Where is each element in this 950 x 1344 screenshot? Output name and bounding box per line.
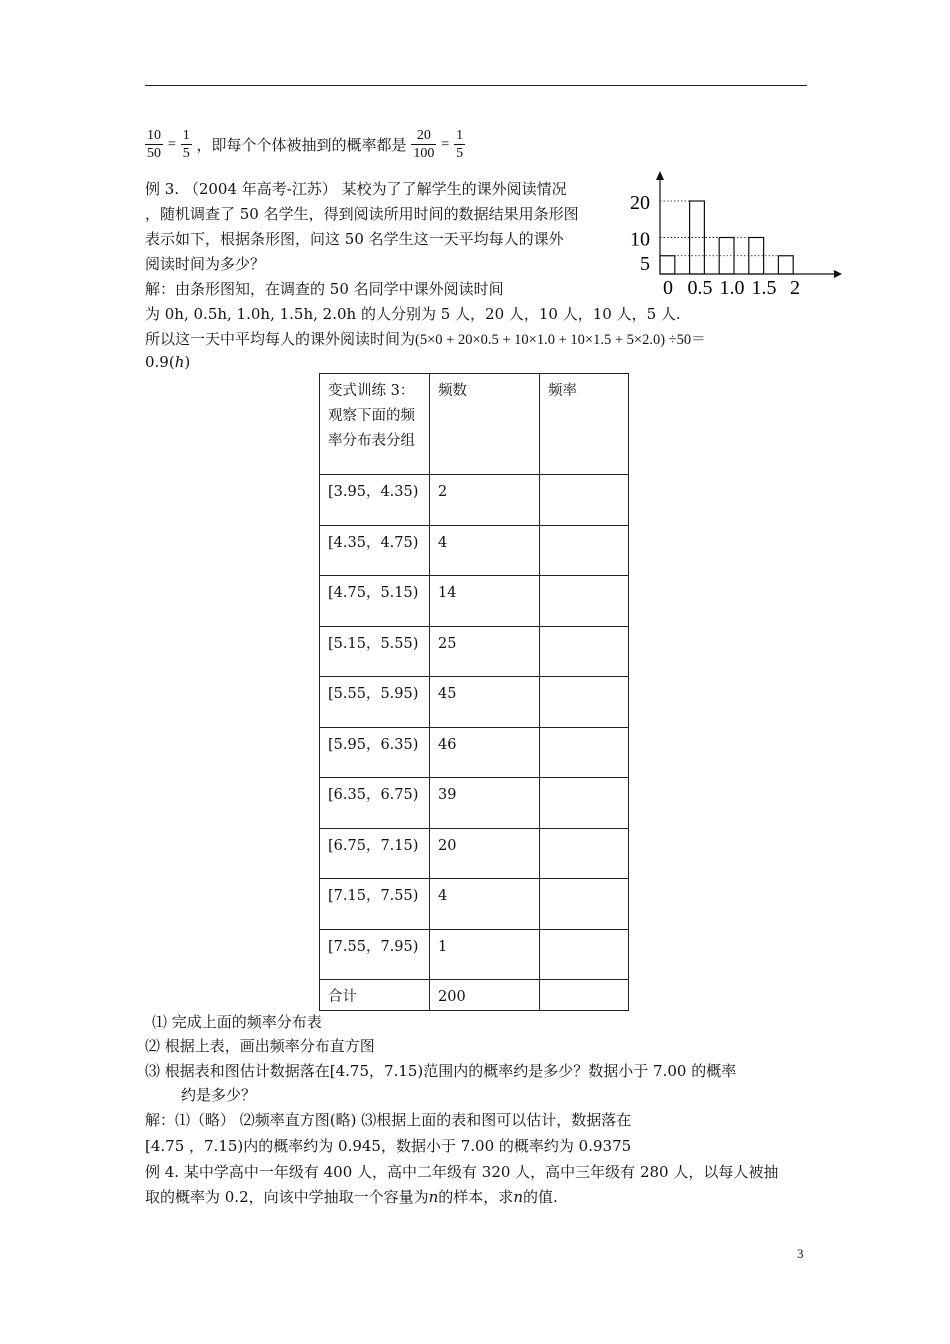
y-tick-label: 20: [630, 192, 650, 214]
variable-n: n: [428, 1188, 439, 1206]
bar: [778, 256, 793, 274]
y-tick-label: 10: [630, 228, 650, 251]
questions-solution-line2: [4.75 ，7.15)内的概率约为 0.945，数据小于 7.00 的概率约为 0.9375: [145, 1137, 632, 1155]
bar: [660, 256, 675, 274]
fraction-1-5-b: $\frac{1}{5}$: [456, 128, 464, 161]
freq-cell: [540, 727, 629, 778]
x-tick-label: 1.5: [751, 277, 777, 299]
table-row: [320, 828, 629, 879]
table-row: [320, 778, 629, 829]
freq-cell: [540, 677, 629, 728]
count-cell: 39: [430, 778, 540, 829]
fraction-10-50: $\frac{10}{50}$: [147, 128, 161, 161]
freq-cell: [540, 525, 629, 576]
count-cell: 46: [430, 727, 540, 778]
example3-line3: 表示如下，根据条形图，问这 50 名学生这一天平均每人的课外: [145, 230, 564, 248]
question-2: ⑵ 根据上表，画出频率分布直方图: [145, 1037, 375, 1055]
x-tick-label: 2: [790, 277, 800, 299]
group-cell: [5.95，6.35): [320, 727, 430, 778]
group-cell: [7.15，7.55): [320, 879, 430, 930]
x-axis-arrow: [834, 270, 842, 278]
total-label-cell: 合计: [320, 980, 430, 1011]
example4-line1: 例 4. 某中学高中一年级有 400 人，高中二年级有 320 人，高中三年级有 280 人，以每人被抽: [145, 1163, 779, 1181]
example3-solution-line4: 0.9(h): [145, 353, 191, 371]
group-cell: [4.35，4.75): [320, 525, 430, 576]
freq-cell: [540, 879, 629, 930]
table-row: [320, 626, 629, 677]
table-row: [320, 727, 629, 778]
example3-solution-line3: 所以这一天中平均每人的课外阅读时间为(5×0 + 20×0.5 + 10×1.0 + 10×1.5 + 5×2.0) ÷50＝: [145, 330, 706, 348]
frequency-distribution-table: [319, 373, 629, 1011]
example3-line4: 阅读时间为多少？: [145, 255, 266, 273]
y-tick-label: 5: [640, 252, 650, 275]
x-tick-label: 0: [663, 277, 673, 299]
reading-time-bar-chart: [620, 168, 845, 300]
count-cell: 4: [430, 525, 540, 576]
count-cell: 45: [430, 677, 540, 728]
freq-cell: [540, 778, 629, 829]
intro-line: $\frac{10}{50}$ = $\frac{1}{5}$ ，即每个个体被抽到的概率都是 $\frac{20}{100}$ = $\frac{1}{5}$: [147, 128, 464, 161]
header-freq-cell: 频率: [540, 374, 629, 475]
table-row: [320, 525, 629, 576]
table-row: [320, 879, 629, 930]
example4-line2: 取的概率为 0.2，向该中学抽取一个容量为n的样本，求n的值.: [145, 1188, 558, 1206]
group-cell: [5.55，5.95): [320, 677, 430, 728]
y-axis-arrow: [656, 171, 664, 180]
freq-cell: [540, 576, 629, 627]
group-cell: [7.55，7.95): [320, 929, 430, 980]
fraction-1-5: $\frac{1}{5}$: [182, 128, 190, 161]
count-cell: 1: [430, 929, 540, 980]
table-row: [320, 677, 629, 728]
variable-n: n: [513, 1188, 523, 1206]
table-total-row: [320, 980, 629, 1011]
group-cell: [4.75，5.15): [320, 576, 430, 627]
question-1: ⑴ 完成上面的频率分布表: [152, 1013, 322, 1031]
x-tick-label: 0.5: [687, 277, 713, 299]
count-cell: 4: [430, 879, 540, 930]
group-cell: [3.95，4.35): [320, 475, 430, 526]
freq-cell: [540, 828, 629, 879]
freq-cell: [540, 475, 629, 526]
freq-cell: [540, 929, 629, 980]
example3-solution-line1: 解：由条形图知，在调查的 50 名同学中课外阅读时间: [145, 280, 504, 298]
questions-solution-line1: 解：⑴（略） ⑵频率直方图(略) ⑶根据上面的表和图可以估计，数据落在: [145, 1111, 632, 1129]
header-rule: [145, 85, 807, 86]
header-count-cell: 频数: [430, 374, 540, 475]
example3-solution-line2: 为 0h, 0.5h, 1.0h, 1.5h, 2.0h 的人分别为 5 人，20 人，10 人，10 人，5 人.: [145, 305, 681, 323]
group-cell: [6.75，7.15): [320, 828, 430, 879]
question-3-line1: ⑶ 根据表和图估计数据落在[4.75，7.15)范围内的概率约是多少？数据小于 7.00 的概率: [145, 1062, 737, 1080]
count-cell: 2: [430, 475, 540, 526]
header-group-cell: 变式训练 3：观察下面的频率分布表分组: [320, 374, 430, 475]
example3-line2: ，随机调查了 50 名学生，得到阅读所用时间的数据结果用条形图: [145, 205, 579, 223]
x-tick-label: 1.0: [719, 277, 745, 299]
group-cell: [5.15，5.55): [320, 626, 430, 677]
fraction-20-100: $\frac{20}{100}$: [413, 128, 435, 161]
total-count-cell: 200: [430, 980, 540, 1011]
count-cell: 14: [430, 576, 540, 627]
question-3-line2: 约是多少？: [181, 1086, 257, 1104]
count-cell: 20: [430, 828, 540, 879]
group-cell: [6.35，6.75): [320, 778, 430, 829]
table-row: [320, 929, 629, 980]
page-number: 3: [797, 1246, 804, 1261]
example3-line1: 例 3. （2004 年高考-江苏） 某校为了了解学生的课外阅读情况: [145, 180, 567, 198]
average-formula: (5×0 + 20×0.5 + 10×1.0 + 10×1.5 + 5×2.0) ÷50＝: [415, 332, 706, 348]
table-row: [320, 576, 629, 627]
table-header-row: [320, 374, 629, 475]
count-cell: 25: [430, 626, 540, 677]
intro-text: ，即每个个体被抽到的概率都是: [196, 136, 407, 154]
freq-cell: [540, 626, 629, 677]
table-row: [320, 475, 629, 526]
total-freq-cell: [540, 980, 629, 1011]
